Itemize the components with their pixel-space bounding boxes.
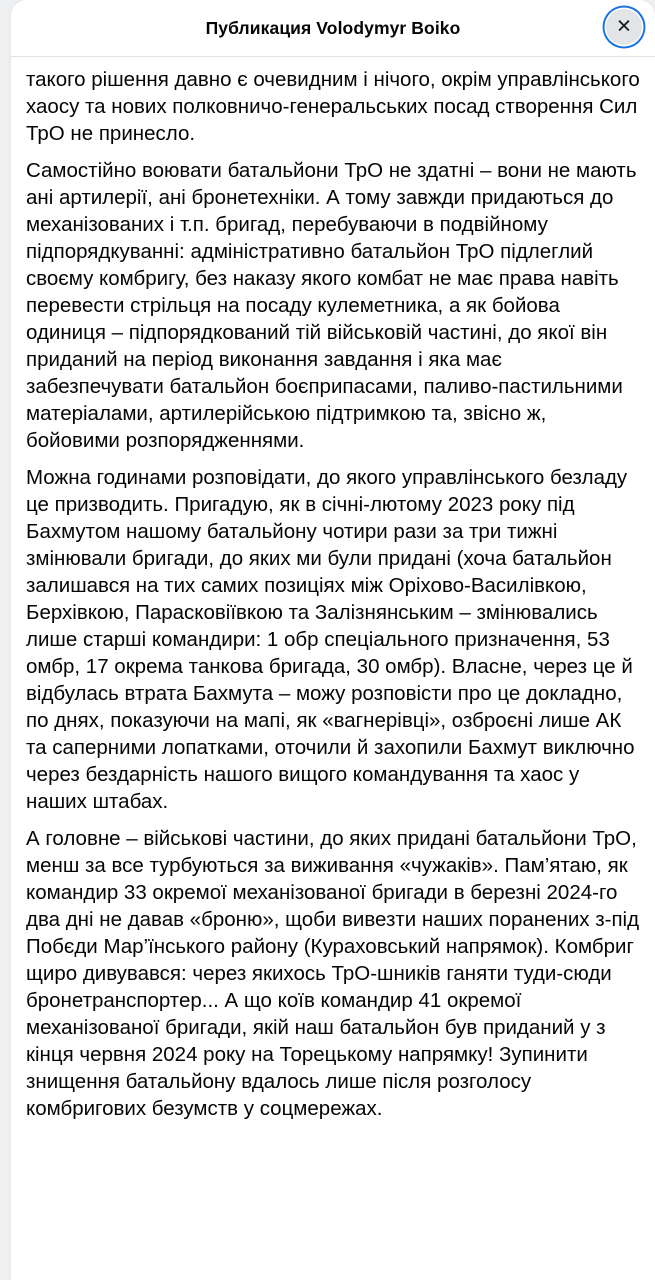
post-paragraph: Самостійно воювати батальйони ТрО не здатні – вони не мають ані артилерії, ані бронетехніки. А тому завжди придаються до механізованих і т.п. бригад, перебуваючи в подвійному підпорядкуванні: адміністративно батальйон ТрО підлеглий своєму комбригу, без наказу якого комбат не має права навіть перевести стрільця на посаду кулеметника, а як бойова одиниця – підпорядкований тій військовій частині, до якої він приданий на період виконання завдання і яка має забезпечувати батальйон боєприпасами, паливо-пастильними матеріалами, артилерійською підтримкою та, звісно ж, бойовими розпорядженнями. (26, 159, 637, 452)
close-button[interactable] (606, 9, 642, 45)
post-paragraph: такого рішення давно є очевидним і нічого, окрім управлінського хаосу та нових полковничо-генеральських посад створення Сил ТрО не принесло. (26, 68, 640, 145)
dialog-header (11, 0, 655, 57)
post-paragraph: Можна годинами розповідати, до якого управлінського безладу це призводить. Пригадую, як в січні-лютому 2023 року під Бахмутом нашому батальйону чотири рази за три тижні змінювали бригади, до яких ми були придані (хоча батальйон залишався на тих самих позиціях між Оріхово-Василівкою, Берхівкою, Парасковіївкою та Залізнянським – змінювались лише старші командири: 1 обр спеціального призначення, 53 омбр, 17 окрема танкова бригада, 30 омбр). Власне, через це й відбулась втрата Бахмута – можу розповісти про це докладно, по днях, показуючи на мапі, як «вагнерівці», озброєні лише АК та саперними лопатками, оточили й захопили Бахмут виключно через бездарність нашого вищого командування та хаос у наших штабах. (26, 466, 635, 813)
dialog-title: Публикация Volodymyr Boiko (205, 17, 461, 38)
post-body (11, 57, 655, 1142)
close-icon: ✕ (616, 16, 632, 37)
post-paragraph: А головне – військові частини, до яких придані батальйони ТрО, менш за все турбуються за виживання «чужаків». Пам’ятаю, як командир 33 окремої механізованої бригади в березні 2024-го два дні не давав «броню», щоби вивезти наших поранених з-під Побєди Мар’їнського району (Кураховський напрямок). Комбриг щиро дивувався: через якихось ТрО-шників ганяти туди-сюди бронетранспортер... А що коїв командир 41 окремої механізованої бригади, якій наш батальйон був приданий у з кінця червня 2024 року на Торецькому напрямку! Зупинити знищення батальйону вдалось лише після розголосу комбригових безумств у соцмережах. (26, 827, 640, 1120)
post-dialog (11, 0, 655, 1280)
